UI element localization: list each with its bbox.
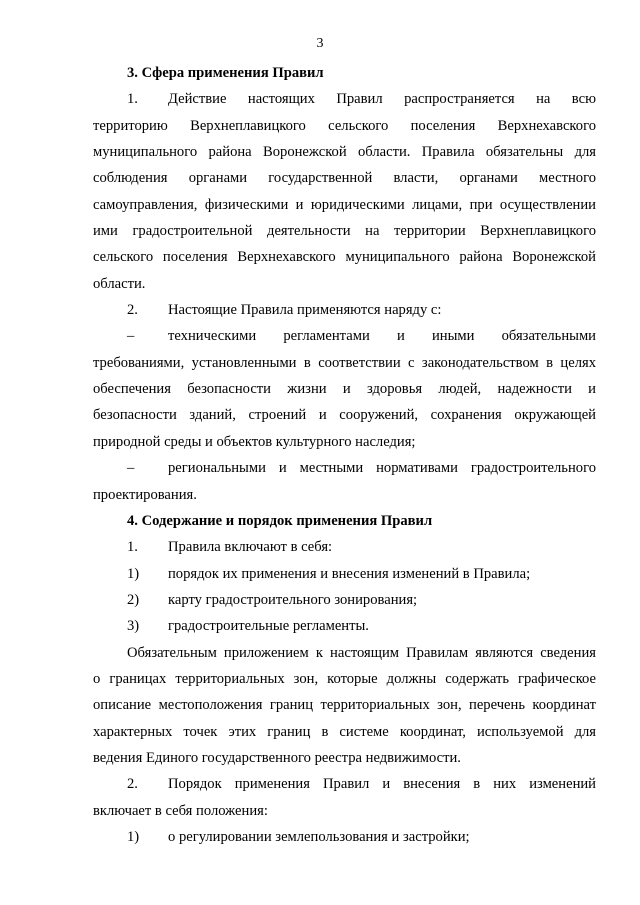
text-line: природной среды и объектов культурного наследия; xyxy=(93,433,416,450)
list-item xyxy=(93,824,596,850)
text-line: безопасности зданий, строений и сооружений, сохранения окружающей xyxy=(93,407,596,424)
text-line: ими градостроительной деятельности на территории Верхнеплавицкого xyxy=(93,223,596,240)
paragraph-first-line: Обязательным приложением к настоящим Правилам являются сведения xyxy=(127,644,596,661)
text-line: самоуправления, физическими и юридическими лицами, при осуществлении xyxy=(93,196,596,213)
item-text: региональными и местными нормативами градостроительного xyxy=(168,460,596,477)
text-line: характерных точек этих границ в системе координат, используемой для xyxy=(93,723,596,740)
text-line: требованиями, установленными в соответствии с законодательством в целях xyxy=(93,354,596,371)
item-number: 1. xyxy=(127,539,138,556)
text-line: проектирования. xyxy=(93,486,197,503)
item-text: порядок их применения и внесения изменений в Правила; xyxy=(168,565,531,582)
item-text: Действие настоящих Правил распространяется на всю xyxy=(168,91,596,108)
list-item xyxy=(93,613,596,639)
item-text: Правила включают в себя: xyxy=(168,539,333,556)
text-line: области. xyxy=(93,275,146,292)
list-item xyxy=(93,561,596,587)
list-item xyxy=(93,587,596,613)
list-item xyxy=(93,323,596,349)
section-heading: 4. Содержание и порядок применения Правил xyxy=(127,512,433,529)
item-text: о регулировании землепользования и застройки; xyxy=(168,828,470,845)
text-line: обеспечения безопасности жизни и здоровья людей, надежности и xyxy=(93,381,596,398)
item-text: техническими регламентами и иными обязательными xyxy=(168,328,596,345)
text-line: соблюдения органами государственной власти, органами местного xyxy=(93,170,596,187)
item-number: 2) xyxy=(127,591,140,608)
text-line: о границах территориальных зон, которые должны содержать графическое xyxy=(93,670,596,687)
text-line: территорию Верхнеплавицкого сельского поселения Верхнехавского xyxy=(93,117,596,134)
item-number: 1) xyxy=(127,565,140,582)
item-number: 2. xyxy=(127,776,138,793)
list-item xyxy=(93,297,596,323)
section-heading: 3. Сфера применения Правил xyxy=(127,65,324,81)
text-line: включает в себя положения: xyxy=(93,802,268,819)
item-number: 2. xyxy=(127,302,138,319)
text-line: ведения Единого государственного реестра недвижимости. xyxy=(93,749,461,766)
text-line: сельского поселения Верхнехавского муниципального района Воронежской xyxy=(93,249,596,266)
text-line: муниципального района Воронежской области. Правила обязательны для xyxy=(93,144,596,161)
text-line: описание местоположения границ территориальных зон, перечень координат xyxy=(93,697,596,714)
item-number: – xyxy=(127,328,135,345)
item-text: Настоящие Правила применяются наряду с: xyxy=(168,302,442,319)
list-item xyxy=(93,455,596,481)
item-number: 1) xyxy=(127,828,140,845)
item-text: карту градостроительного зонирования; xyxy=(168,591,418,608)
page-number: 3 xyxy=(316,36,324,51)
item-number: – xyxy=(127,460,135,477)
document-body xyxy=(93,60,596,850)
list-item xyxy=(93,86,596,112)
list-item xyxy=(93,534,596,560)
item-text: Порядок применения Правил и внесения в них изменений xyxy=(168,776,596,793)
item-number: 3) xyxy=(127,618,140,635)
list-item xyxy=(93,771,596,797)
item-number: 1. xyxy=(127,91,138,108)
item-text: градостроительные регламенты. xyxy=(168,618,369,635)
